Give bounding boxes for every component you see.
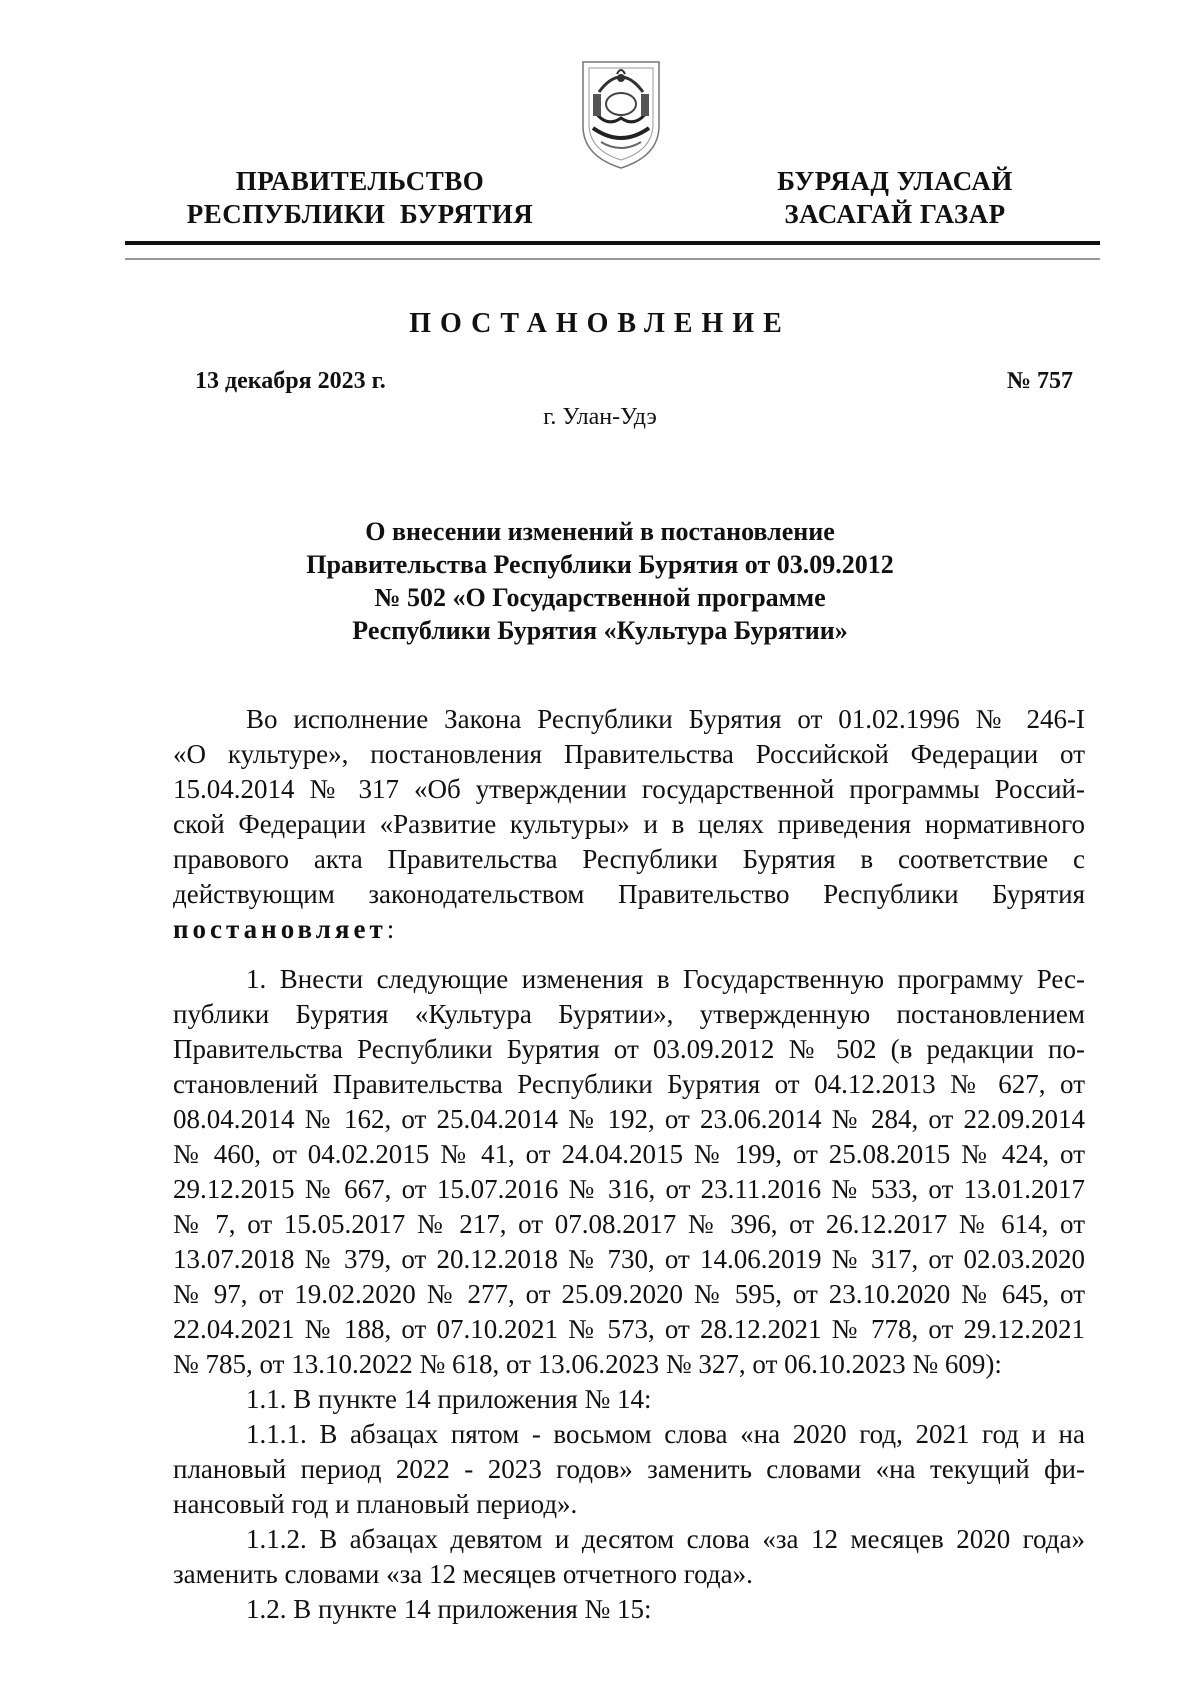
text-line: нансовый год и плановый период».	[173, 1489, 578, 1519]
preamble-paragraph	[173, 702, 1085, 947]
text-line: Во исполнение Закона Республики Бурятия от 01.02.1996 № 246-I	[246, 704, 1085, 734]
text-line: № 7, от 15.05.2017 № 217, от 07.08.2017 № 396, от 26.12.2017 № 614, от	[173, 1209, 1085, 1239]
text-line: № 785, от 13.10.2022 № 618, от 13.06.2023 № 327, от 06.10.2023 № 609):	[173, 1349, 1002, 1379]
org-left-line-1: ПРАВИТЕЛЬСТВО	[235, 166, 485, 196]
text-line: становлений Правительства Республики Бурятия от 04.12.2013 № 627, от	[173, 1069, 1085, 1099]
coat-of-arms-icon	[577, 56, 665, 172]
org-name-buryat	[760, 165, 1030, 231]
text-line: правового акта Правительства Республики Бурятия в соответствие с	[173, 844, 1085, 874]
text-line: № 460, от 04.02.2015 № 41, от 24.04.2015 № 199, от 25.08.2015 № 424, от	[173, 1139, 1085, 1169]
decree-line	[173, 912, 1085, 947]
text-line: 29.12.2015 № 667, от 15.07.2016 № 316, от 23.11.2016 № 533, от 13.01.2017	[173, 1174, 1085, 1204]
text-line: действующим законодательством Правительство Республики Бурятия	[173, 879, 1085, 909]
text-line: 1.1.2. В абзацах девятом и десятом слова «за 12 месяцев 2020 года»	[246, 1524, 1085, 1554]
decree-word: постановляет	[173, 914, 387, 944]
title-line: О внесении изменений в постановление	[365, 517, 835, 546]
text-line: 22.04.2021 № 188, от 07.10.2021 № 573, от 28.12.2021 № 778, от 29.12.2021	[173, 1314, 1085, 1344]
decree-tail: :	[386, 914, 395, 944]
text-line: 1. Внести следующие изменения в Государственную программу Рес-	[246, 964, 1085, 994]
text-line: ской Федерации «Развитие культуры» и в целях приведения нормативного	[173, 809, 1085, 839]
org-name-russian	[165, 165, 555, 231]
title-line: Правительства Республики Бурятия от 03.09.2012	[306, 550, 894, 579]
title-line: Республики Бурятия «Культура Бурятии»	[352, 616, 848, 645]
document-type: ПОСТАНОВЛЕНИЕ	[409, 308, 791, 339]
org-right-line-2: ЗАСАГАЙ ГАЗАР	[784, 199, 1006, 229]
text-line: 08.04.2014 № 162, от 25.04.2014 № 192, от 23.06.2014 № 284, от 22.09.2014	[173, 1104, 1085, 1134]
header-divider-thick	[125, 241, 1100, 245]
text-line: «О культуре», постановления Правительства Российской Федерации от	[173, 739, 1085, 769]
text-line: № 97, от 19.02.2020 № 277, от 25.09.2020 № 595, от 23.10.2020 № 645, от	[173, 1279, 1085, 1309]
text-line: Правительства Республики Бурятия от 03.09.2012 № 502 (в редакции по-	[173, 1034, 1085, 1064]
text-line: 15.04.2014 № 317 «Об утверждении государственной программы Россий-	[173, 774, 1085, 804]
text-line: 1.1.1. В абзацах пятом - восьмом слова «на 2020 год, 2021 год и на	[246, 1419, 1085, 1449]
text-line: плановый период 2022 - 2023 годов» заменить словами «на текущий фи-	[173, 1454, 1085, 1484]
header-divider-thin	[125, 258, 1100, 260]
text-line: публики Бурятия «Культура Бурятии», утвержденную постановлением	[173, 999, 1085, 1029]
text-line: 1.2. В пункте 14 приложения № 15:	[246, 1594, 652, 1624]
document-date: 13 декабря 2023 г.	[195, 368, 386, 394]
document-city: г. Улан-Удэ	[543, 404, 657, 430]
text-line: заменить словами «за 12 месяцев отчетного года».	[173, 1559, 753, 1589]
text-line: 13.07.2018 № 379, от 20.12.2018 № 730, от 14.06.2019 № 317, от 02.03.2020	[173, 1244, 1085, 1274]
org-left-line-2: РЕСПУБЛИКИ БУРЯТИЯ	[186, 199, 534, 229]
title-line: № 502 «О Государственной программе	[374, 583, 826, 612]
document-title	[200, 515, 1000, 647]
org-right-line-1: БУРЯАД УЛАСАЙ	[777, 166, 1013, 196]
document-number: № 757	[1006, 368, 1073, 394]
text-line: 1.1. В пункте 14 приложения № 14:	[246, 1384, 652, 1414]
main-paragraph	[173, 962, 1085, 1627]
